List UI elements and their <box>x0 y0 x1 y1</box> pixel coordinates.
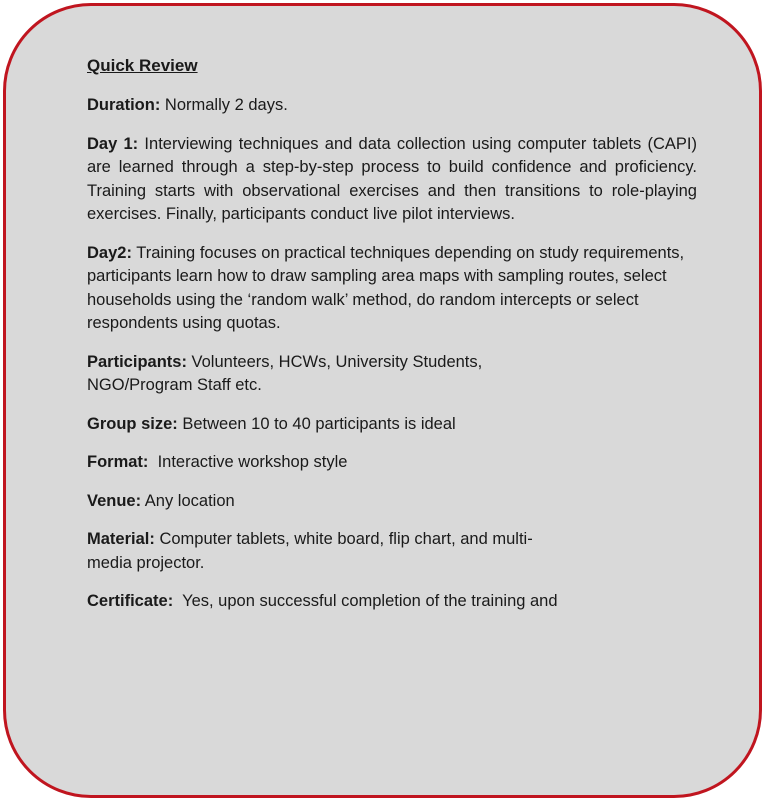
venue-item <box>87 490 697 514</box>
format-label: Format: <box>87 453 149 471</box>
day2-label: Day2: <box>87 243 132 262</box>
material-label: Material: <box>87 530 155 548</box>
material-text-line2: media projector. <box>87 553 205 572</box>
duration-item <box>87 94 697 118</box>
material-item <box>87 528 697 575</box>
participants-text-line2: NGO/Program Staff etc. <box>87 376 262 394</box>
day1-text: Interviewing techniques and data collection using computer tablets (CAPI) are learned through a step-by-step process to build confidence and proficiency. Training starts with observational exercises and then transitions to role-playing exercises. Finally, participants conduct live pilot interviews. <box>87 134 697 223</box>
review-content <box>87 54 697 629</box>
venue-label: Venue: <box>87 491 142 510</box>
certificate-item <box>87 590 697 614</box>
participants-label: Participants: <box>87 352 187 371</box>
day1-label: Day 1: <box>87 134 139 153</box>
duration-text: Normally 2 days. <box>160 96 288 114</box>
participants-item <box>87 351 697 398</box>
certificate-text: Yes, upon successful completion of the training and <box>173 592 558 610</box>
certificate-label: Certificate: <box>87 592 174 610</box>
group-size-label: Group size: <box>87 414 178 433</box>
quick-review-card <box>3 3 762 798</box>
format-item <box>87 451 697 475</box>
format-text: Interactive workshop style <box>148 453 348 471</box>
day1-item <box>87 133 697 227</box>
material-text-line1: Computer tablets, white board, flip chart, and multi- <box>154 530 533 548</box>
duration-label: Duration: <box>87 96 161 114</box>
group-size-item <box>87 413 697 437</box>
review-title: Quick Review <box>87 56 198 75</box>
participants-text-line1: Volunteers, HCWs, University Students, <box>186 352 483 371</box>
day2-item <box>87 242 697 336</box>
group-size-text: Between 10 to 40 participants is ideal <box>177 414 456 433</box>
venue-text: Any location <box>141 491 235 510</box>
day2-text: Training focuses on practical techniques depending on study requirements, participants learn how to draw sampling area maps with sampling routes, select households using the ‘random walk’ method, do random intercepts or select respondents using quotas. <box>87 243 685 332</box>
